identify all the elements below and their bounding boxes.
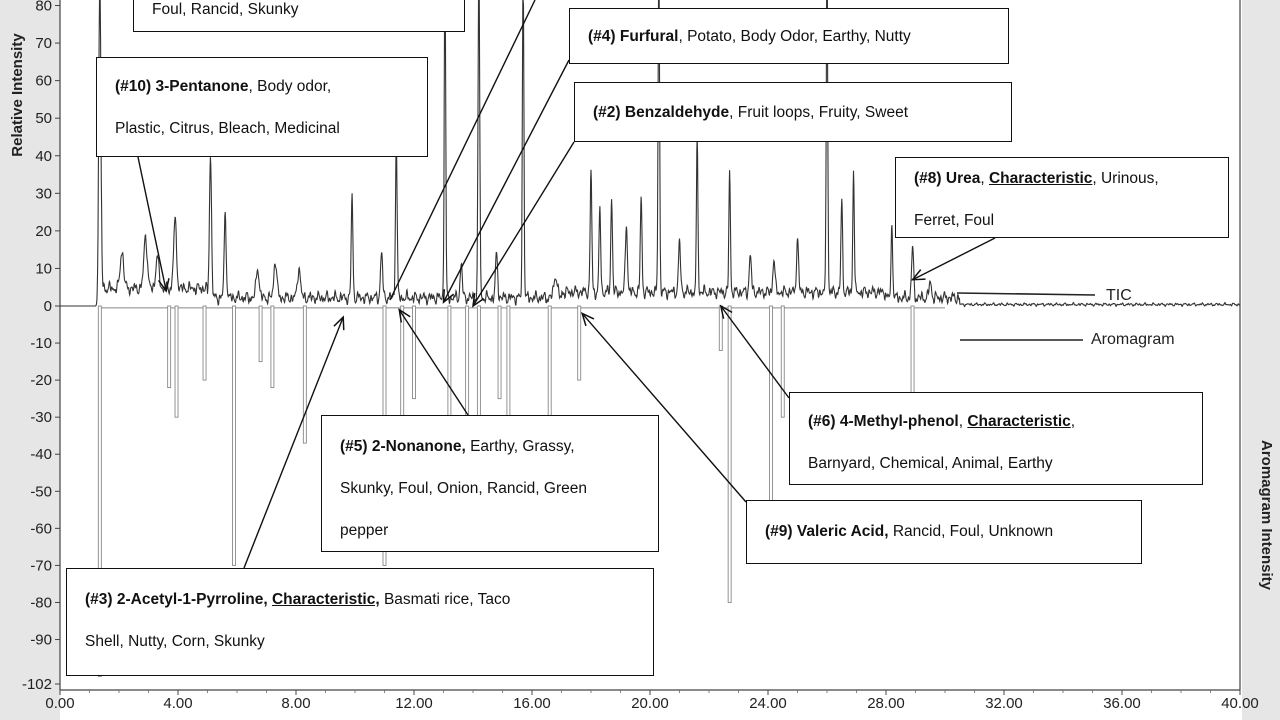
- annotation-box-furfural: [569, 8, 1009, 64]
- aromagram-peak: [911, 306, 914, 399]
- x-tick-label: 36.00: [1103, 695, 1141, 712]
- annotation-nonanone-desc1: Earthy, Grassy,: [465, 438, 575, 455]
- annotation-urea-desc2: Ferret, Foul: [914, 212, 995, 229]
- annotation-nonanone-desc2: Skunky, Foul, Onion, Rancid, Green: [340, 480, 587, 497]
- aromagram-peak: [498, 306, 501, 399]
- y-tick-label: -102: [21, 676, 52, 693]
- annotation-valeric-num: (#9): [765, 523, 793, 540]
- y-tick-label: 40: [35, 147, 52, 165]
- annotation-nonanone-desc3: pepper: [340, 522, 389, 539]
- annotation-urea-desc1: , Urinous,: [1092, 170, 1159, 187]
- y-tick-label: -40: [30, 446, 52, 464]
- y-tick-label: 60: [35, 72, 52, 90]
- annotation-valeric-desc: Rancid, Foul, Unknown: [888, 523, 1054, 540]
- y-axis-title-left: Relative Intensity: [9, 33, 26, 157]
- x-tick-label: 20.00: [631, 695, 669, 712]
- x-tick-label: 8.00: [281, 695, 311, 712]
- annotation-box-methylphenol: [789, 392, 1203, 485]
- aromagram-peak: [203, 306, 206, 380]
- aromagram-peak: [233, 306, 236, 565]
- y-tick-label: 80: [35, 0, 52, 15]
- x-tick-label: 4.00: [163, 695, 193, 712]
- annotation-nonanone-name: 2-Nonanone,: [371, 438, 466, 455]
- annotation-urea-num: (#8): [914, 170, 942, 187]
- annotation-acetylpyrroline-name: 2-Acetyl-1-Pyrroline,: [116, 591, 268, 608]
- y-tick-label: 10: [35, 260, 52, 278]
- y-tick-label: -30: [30, 409, 52, 427]
- y-tick-label: 0: [43, 298, 52, 315]
- y-tick-label: -80: [30, 594, 52, 612]
- aromagram-peak: [728, 306, 731, 602]
- annotation-box-pentanone: [96, 57, 428, 157]
- annotation-furfural-desc: , Potato, Body Odor, Earthy, Nutty: [678, 28, 911, 45]
- x-tick-label: 40.00: [1221, 695, 1259, 712]
- aromagram-peak: [781, 306, 784, 417]
- y-tick-label: 50: [35, 110, 52, 128]
- annotation-furfural-num: (#4): [588, 28, 616, 45]
- y-axis-title-right: Aromagram Intensity: [1258, 439, 1275, 591]
- y-tick-label: 20: [35, 222, 52, 240]
- annotation-box-urea: [895, 157, 1229, 238]
- annotation-box-foul: [133, 0, 465, 32]
- aromagram-peak: [303, 306, 306, 443]
- annotation-box-valeric: [746, 500, 1142, 564]
- right-axis-band: [1242, 0, 1280, 720]
- y-tick-label: 30: [35, 185, 52, 203]
- annotation-box-benzaldehyde: [574, 82, 1012, 142]
- annotation-benzaldehyde-num: (#2): [593, 104, 621, 121]
- x-tick-label: 16.00: [513, 695, 551, 712]
- aromagram-peak: [259, 306, 262, 362]
- annotation-box-nonanone: [321, 415, 659, 552]
- annotation-methylphenol-num: (#6): [808, 413, 836, 430]
- aromagram-peak: [168, 306, 171, 388]
- annotation-methylphenol-desc2: Barnyard, Chemical, Animal, Earthy: [808, 455, 1053, 472]
- annotation-acetylpyrroline-characteristic: Characteristic,: [271, 591, 380, 608]
- legend-aromagram-label: Aromagram: [1091, 331, 1175, 348]
- annotation-acetylpyrroline-desc2: Shell, Nutty, Corn, Skunky: [85, 633, 265, 650]
- aromagram-peak: [175, 306, 178, 417]
- x-tick-label: 24.00: [749, 695, 787, 712]
- x-tick-label: 28.00: [867, 695, 905, 712]
- annotation-box-acetylpyrroline: [66, 568, 654, 676]
- aromagram-peak: [271, 306, 274, 388]
- annotation-furfural-name: Furfural: [619, 28, 679, 45]
- annotation-foul-line1: Foul, Rancid, Skunky: [152, 1, 299, 18]
- annotation-urea-name: Urea: [945, 170, 981, 187]
- aromagram-peak: [769, 306, 772, 528]
- annotation-methylphenol-name: 4-Methyl-phenol: [839, 413, 959, 430]
- annotation-benzaldehyde-name: Benzaldehyde: [624, 104, 730, 121]
- y-tick-label: 70: [35, 35, 52, 53]
- annotation-benzaldehyde-desc: , Fruit loops, Fruity, Sweet: [729, 104, 909, 121]
- x-tick-label: 32.00: [985, 695, 1023, 712]
- annotation-acetylpyrroline-desc1: Basmati rice, Taco: [379, 591, 511, 608]
- annotation-methylphenol-characteristic: Characteristic: [967, 413, 1071, 430]
- aromagram-peak: [413, 306, 416, 399]
- annotation-pentanone-desc1: , Body odor,: [248, 78, 332, 95]
- annotation-urea-characteristic: Characteristic: [988, 170, 1093, 187]
- y-tick-label: -20: [30, 372, 52, 390]
- aromagram-peak: [548, 306, 551, 417]
- x-tick-label: 12.00: [395, 695, 433, 712]
- annotation-pentanone-desc2: Plastic, Citrus, Bleach, Medicinal: [115, 120, 340, 137]
- annotation-methylphenol-desc1: ,: [1070, 413, 1076, 430]
- aromagram-peak: [578, 306, 581, 380]
- x-tick-label: 0.00: [45, 695, 75, 712]
- legend-tic-label: TIC: [1106, 287, 1132, 304]
- annotation-valeric-name: Valeric Acid,: [796, 523, 889, 540]
- y-tick-label: -60: [30, 520, 52, 538]
- y-tick-label: -90: [30, 631, 52, 649]
- annotation-urea-comma: ,: [980, 170, 989, 187]
- y-tick-label: -50: [30, 483, 52, 501]
- annotation-nonanone-num: (#5): [340, 438, 368, 455]
- y-tick-label: -70: [30, 557, 52, 575]
- y-tick-label: -10: [30, 335, 52, 353]
- annotation-pentanone-num: (#10): [115, 78, 152, 95]
- annotation-methylphenol-comma: ,: [958, 413, 968, 430]
- annotation-acetylpyrroline-num: (#3): [85, 591, 113, 608]
- annotation-pentanone-name: 3-Pentanone: [155, 78, 249, 95]
